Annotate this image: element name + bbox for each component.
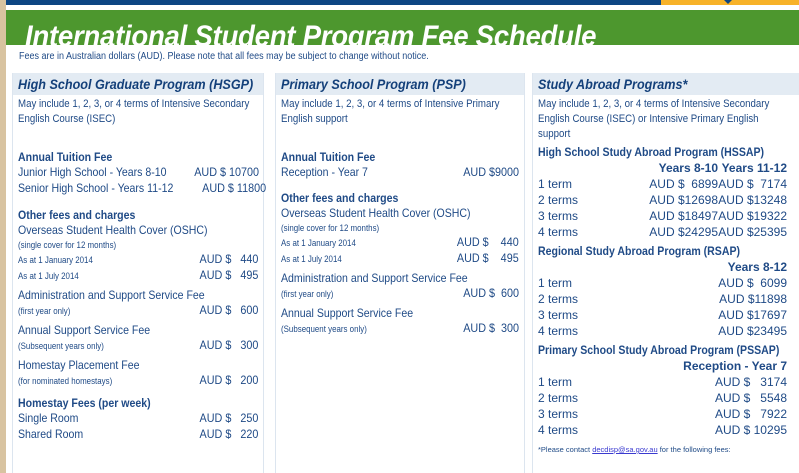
fee-value: AUD $19322 (718, 209, 787, 223)
fee-row (18, 165, 258, 181)
psp-annual-heading: Annual Support Service Fee (281, 305, 414, 320)
term-label: 1 term (538, 375, 573, 389)
fee-value: AUD $24295 (649, 225, 718, 239)
hssap-col-header: Years 11-12 (721, 161, 787, 175)
fee-label: (first year only) (281, 288, 334, 299)
fee-row (18, 268, 258, 284)
hsgp-oshc-note: (single cover for 12 months) (18, 240, 117, 250)
sap-header (533, 73, 799, 95)
fee-label: (for nominated homestays) (18, 376, 113, 386)
fee-label: (Subsequent years only) (281, 323, 367, 334)
fee-label: Shared Room (18, 426, 84, 441)
fee-value: AUD $ 3174 (714, 375, 787, 389)
footnote (538, 445, 787, 455)
hsgp-tuition-heading: Annual Tuition Fee (18, 150, 113, 164)
sap-intro-line3: support (538, 128, 571, 140)
hsgp-column (12, 73, 264, 473)
fee-row (18, 411, 258, 427)
sap-intro-line2: English Course (ISEC) or Intensive Primary English (538, 113, 759, 125)
psp-tuition-heading: Annual Tuition Fee (281, 150, 376, 164)
fee-value: AUD $ 220 (199, 426, 258, 441)
hsgp-placement-heading: Homestay Placement Fee (18, 358, 140, 372)
hssap-heading: High School Study Abroad Program (HSSAP) (538, 145, 765, 159)
hsgp-other-heading: Other fees and charges (18, 208, 136, 222)
page-title: International Student Program Fee Schedule (25, 20, 597, 53)
hsgp-header-text: High School Graduate Program (HSGP) (18, 76, 254, 92)
fee-row (281, 235, 519, 251)
caret-down-icon (724, 0, 732, 4)
fee-value: AUD $ 300 (463, 320, 519, 335)
fee-value: AUD $18497 (649, 209, 718, 223)
fee-label: Senior High School - Years 11-12 (18, 180, 174, 195)
psp-header (276, 73, 524, 95)
fee-row (18, 303, 258, 319)
term-label: 3 terms (538, 407, 579, 421)
hssap-blank-cell (538, 160, 628, 176)
fee-label: Reception - Year 7 (281, 165, 368, 179)
fee-value: AUD $ 495 (457, 250, 519, 265)
fee-row (18, 373, 258, 389)
footnote-text: for the following fees: (657, 445, 731, 454)
rsap-heading: Regional Study Abroad Program (RSAP) (538, 244, 741, 258)
fee-label: As at 1 July 2014 (281, 253, 342, 264)
term-label: 4 terms (538, 423, 579, 437)
fee-row (281, 165, 519, 181)
fee-row (18, 252, 258, 268)
contact-email-link[interactable]: decdisp@sa.gov.au (592, 445, 658, 454)
fee-value: AUD $12698 (649, 193, 718, 207)
fee-row (18, 338, 258, 354)
footnote-text: *Please contact (538, 445, 593, 454)
page-subtitle: Fees are in Australian dollars (AUD). Please note that all fees may be subject to change without notice. (19, 51, 429, 62)
study-abroad-column (532, 73, 799, 473)
fee-value: AUD $ 495 (199, 268, 258, 282)
fee-value: AUD $ 300 (199, 338, 258, 352)
fee-value: AUD $ 5548 (714, 391, 787, 405)
term-label: 2 terms (538, 193, 579, 207)
fee-value: AUD $ 7174 (718, 177, 787, 191)
term-label: 3 terms (538, 308, 579, 322)
fee-value: AUD $13248 (718, 193, 787, 207)
hsgp-intro-line1: May include 1, 2, 3, or 4 terms of Intensive Secondary (18, 98, 250, 110)
hsgp-header (13, 73, 263, 95)
fee-value: AUD $ 250 (199, 411, 258, 425)
rsap-col-header: Years 8-12 (727, 260, 787, 274)
hsgp-intro-line2: English Course (ISEC) (18, 113, 116, 125)
pssap-col-header: Reception - Year 7 (683, 359, 787, 373)
title-bar (6, 10, 799, 53)
fee-value: AUD $ 440 (457, 234, 519, 249)
term-label: 4 terms (538, 225, 579, 239)
fee-row (281, 286, 519, 302)
fee-value: AUD $ 10700 (193, 165, 259, 179)
psp-other-heading: Other fees and charges (281, 190, 399, 205)
fee-row (18, 427, 258, 443)
fee-value: AUD $ 6899 (649, 177, 718, 191)
fee-value: AUD $17697 (718, 308, 787, 322)
sap-header-text: Study Abroad Programs* (538, 76, 688, 92)
fee-label: (first year only) (18, 306, 71, 316)
fee-value: AUD $ 6099 (718, 276, 787, 290)
fee-label: Junior High School - Years 8-10 (18, 165, 167, 179)
sap-intro-line1: May include 1, 2, 3, or 4 terms of Intensive Secondary (538, 98, 770, 110)
fee-label: (Subsequent years only) (18, 341, 104, 351)
fee-value: AUD $11898 (719, 292, 787, 306)
fee-value: AUD $ 600 (199, 303, 258, 317)
psp-intro-line1: May include 1, 2, 3, or 4 terms of Intensive Primary (281, 98, 500, 110)
term-label: 2 terms (538, 391, 579, 405)
hsgp-admin-heading: Administration and Support Service Fee (18, 288, 205, 302)
hsgp-oshc-heading: Overseas Student Health Cover (OSHC) (18, 223, 208, 237)
psp-oshc-heading: Overseas Student Health Cover (OSHC) (281, 205, 471, 220)
psp-oshc-note: (single cover for 12 months) (281, 222, 380, 233)
fee-label: Single Room (18, 411, 79, 425)
fee-value: AUD $9000 (463, 165, 519, 179)
psp-column (275, 73, 525, 473)
pssap-heading: Primary School Study Abroad Program (PSSAP) (538, 343, 780, 357)
fee-value: AUD $ 11800 (201, 180, 266, 195)
fee-row (281, 321, 519, 337)
psp-header-text: Primary School Program (PSP) (281, 76, 466, 92)
psp-admin-heading: Administration and Support Service Fee (281, 270, 468, 285)
hsgp-annual-heading: Annual Support Service Fee (18, 323, 151, 337)
term-label: 2 terms (538, 292, 579, 306)
fee-row (18, 180, 266, 197)
fee-value: AUD $ 200 (199, 373, 258, 387)
fee-value: AUD $ 10295 (714, 423, 787, 437)
hssap-table (538, 160, 787, 240)
fee-value: AUD $ 7922 (714, 407, 787, 421)
term-label: 3 terms (538, 209, 579, 223)
fee-label: As at 1 January 2014 (18, 255, 93, 265)
fee-value: AUD $25395 (718, 225, 787, 239)
fee-label: As at 1 July 2014 (18, 271, 79, 281)
left-border-strip (0, 0, 6, 473)
psp-intro-line2: English support (281, 113, 348, 125)
term-label: 1 term (538, 177, 573, 191)
hsgp-homestay-heading: Homestay Fees (per week) (18, 396, 151, 410)
rsap-table (538, 259, 787, 339)
term-label: 4 terms (538, 324, 579, 338)
fee-label: As at 1 January 2014 (281, 237, 356, 248)
pssap-table (538, 358, 787, 438)
fee-value: AUD $ 600 (463, 285, 519, 300)
hssap-col-header: Years 8-10 (658, 161, 718, 175)
fee-row (281, 251, 519, 267)
fee-value: AUD $23495 (718, 324, 787, 338)
fee-value: AUD $ 440 (199, 252, 258, 266)
term-label: 1 term (538, 276, 573, 290)
